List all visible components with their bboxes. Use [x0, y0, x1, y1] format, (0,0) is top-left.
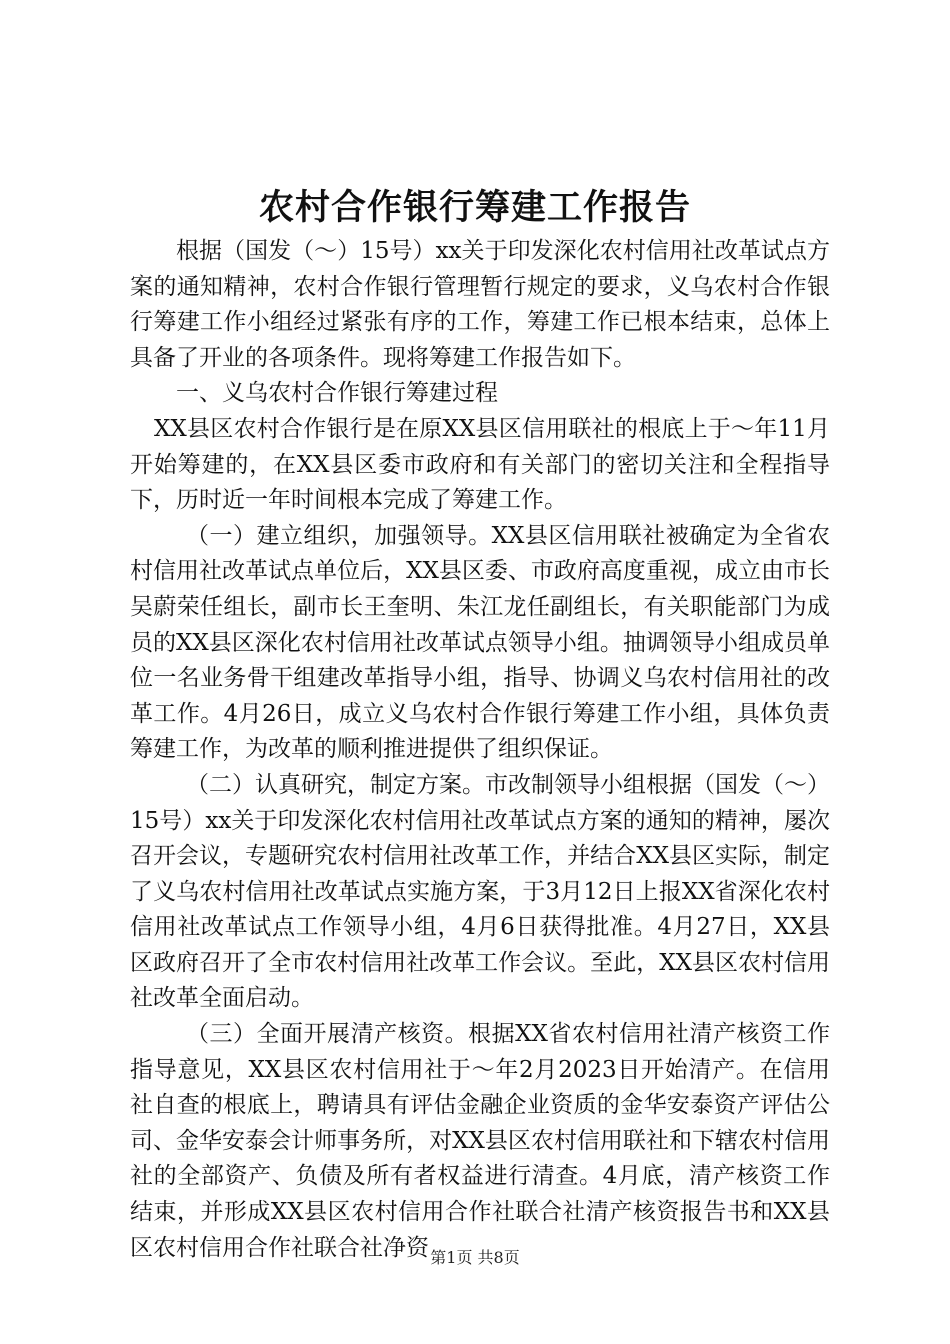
page-number-footer: 第1页 共8页: [430, 1248, 520, 1267]
section-heading: 一、义乌农村合作银行筹建过程: [176, 380, 498, 407]
document-body: [130, 234, 830, 1266]
paragraph-organization: （一）建立组织，加强领导。XX县区信用联社被确定为全省农村信用社改革试点单位后，XX县区委、市政府高度重视，成立由市长吴蔚荣任组长，副市长王奎明、朱江龙任副组长，有关职能部门为成员的XX县区深化农村信用社改革试点领导小组。抽调领导小组成员单位一名业务骨干组建改革指导小组，指导、协调义乌农村信用社的改革工作。4月26日，成立义乌农村合作银行筹建工作小组，具体负责筹建工作，为改革的顺利推进提供了组织保证。: [130, 522, 830, 763]
paragraph-overview: XX县区农村合作银行是在原XX县区信用联社的根底上于～年11月开始筹建的，在XX县区委市政府和有关部门的密切关注和全程指导下，历时近一年时间根本完成了筹建工作。: [130, 415, 830, 514]
paragraph-intro: 根据（国发（～）15号）xx关于印发深化农村信用社改革试点方案的通知精神，农村合作银行管理暂行规定的要求，义乌农村合作银行筹建工作小组经过紧张有序的工作，筹建工作已根本结束，总体上具备了开业的各项条件。现将筹建工作报告如下。: [130, 238, 830, 371]
page-title: 农村合作银行筹建工作报告: [258, 188, 691, 228]
paragraph-plan: （二）认真研究，制定方案。市改制领导小组根据（国发（～）15号）xx关于印发深化农村信用社改革试点方案的通知的精神，屡次召开会议，专题研究农村信用社改革工作，并结合XX县区实际，制定了义乌农村信用社改革试点实施方案，于3月12日上报XX省深化农村信用社改革试点工作领导小组，4月6日获得批准。4月27日，XX县区政府召开了全市农村信用社改革工作会议。至此，XX县区农村信用社改革全面启动。: [130, 771, 830, 1012]
paragraph-asset-verification: （三）全面开展清产核资。根据XX省农村信用社清产核资工作指导意见，XX县区农村信用社于～年2月2023日开始清产。在信用社自查的根底上，聘请具有评估金融企业资质的金华安泰资产评估公司、金华安泰会计师事务所，对XX县区农村信用联社和下辖农村信用社的全部资产、负债及所有者权益进行清查。4月底，清产核资工作结束，并形成XX县区农村信用合作社联合社清产核资报告书和XX县区农村信用合作社联合社净资: [130, 1021, 830, 1261]
